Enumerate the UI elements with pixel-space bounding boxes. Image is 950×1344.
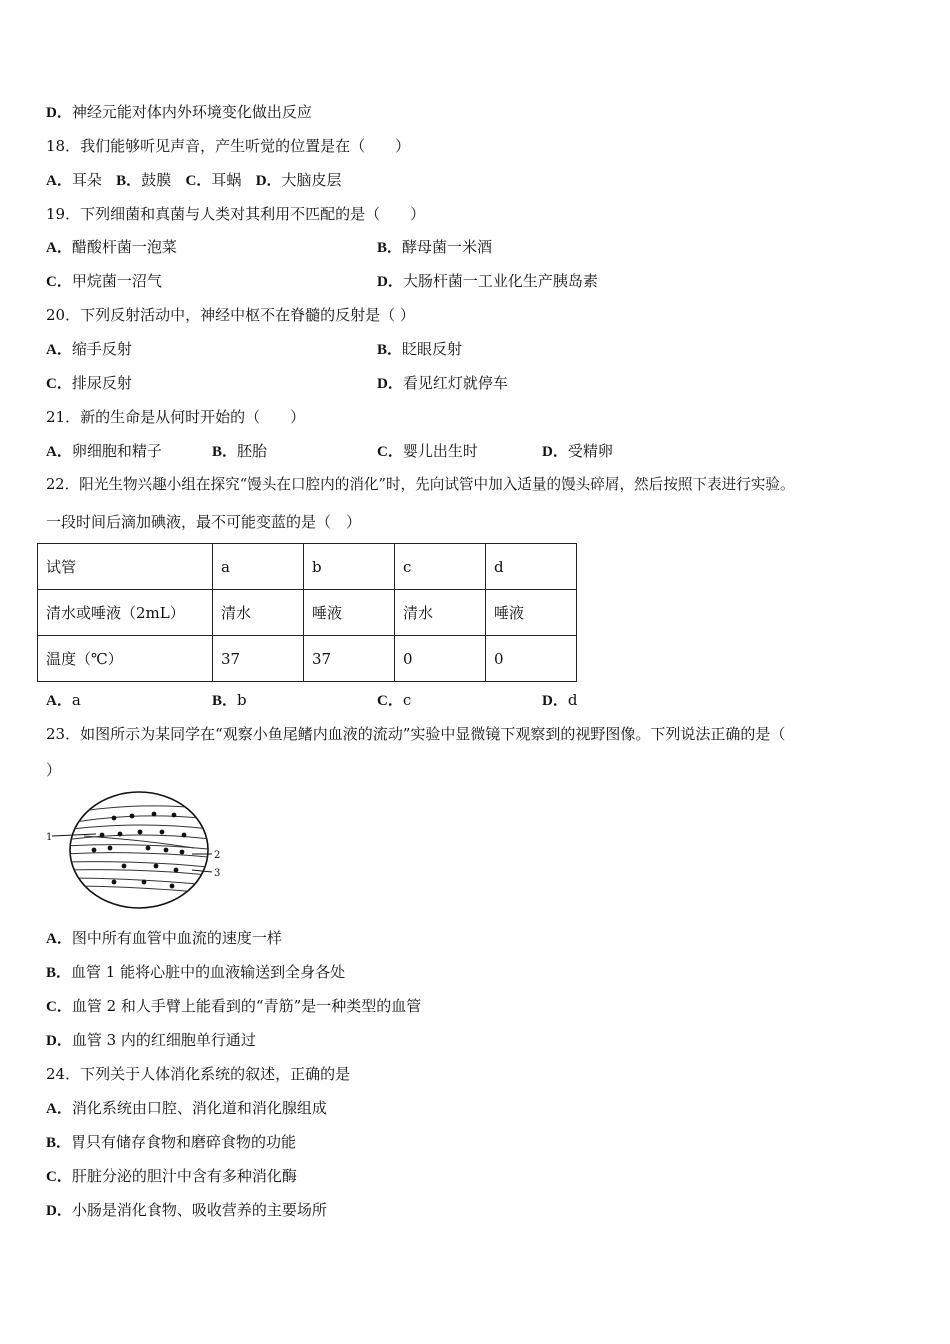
q20-option-d[interactable]: D．看见红灯就停车 xyxy=(377,374,508,392)
q22-experiment-table xyxy=(37,543,577,682)
figure-label-3: 3 xyxy=(214,868,221,879)
figure-label-1: 1 xyxy=(46,832,53,843)
q22-stem-line2: 一段时间后滴加碘液，最不可能变蓝的是（ ） xyxy=(46,513,362,531)
q19-option-a[interactable]: A．醋酸杆菌一泡菜 xyxy=(46,238,177,256)
q22-option-b[interactable]: B．b xyxy=(212,691,247,709)
q19-option-c[interactable]: C．甲烷菌一沼气 xyxy=(46,272,162,290)
table-cell: 唾液 xyxy=(486,590,577,636)
table-cell: b xyxy=(304,544,395,590)
table-cell: c xyxy=(395,544,486,590)
q18-option-c[interactable]: C．耳蜗 xyxy=(185,171,242,189)
q21-option-b[interactable]: B．胚胎 xyxy=(212,442,268,460)
q23-option-d[interactable]: D．血管 3 内的红细胞单行通过 xyxy=(46,1031,256,1049)
table-cell: 唾液 xyxy=(304,590,395,636)
q21-option-d[interactable]: D．受精卵 xyxy=(542,442,613,460)
q19-option-b[interactable]: B．酵母菌一米酒 xyxy=(377,238,493,256)
q23-option-c[interactable]: C．血管 2 和人手臂上能看到的“青筋”是一种类型的血管 xyxy=(46,997,422,1015)
table-cell: 清水 xyxy=(395,590,486,636)
q22-stem-line1: 22．阳光生物兴趣小组在探究“馒头在口腔内的消化”时，先向试管中加入适量的馒头碎屑，然后按照下表进行实验。 xyxy=(46,476,795,493)
q24-option-a[interactable]: A．消化系统由口腔、消化道和消化腺组成 xyxy=(46,1099,327,1117)
table-cell: 0 xyxy=(395,636,486,682)
q18-stem: 18．我们能够听见声音，产生听觉的位置是在（ ） xyxy=(46,137,411,155)
q20-option-a[interactable]: A．缩手反射 xyxy=(46,340,132,358)
q19-stem: 19．下列细菌和真菌与人类对其利用不匹配的是（ ） xyxy=(46,205,426,223)
table-cell: 温度（℃） xyxy=(38,636,213,682)
table-row xyxy=(38,590,577,636)
q19-option-d[interactable]: D．大肠杆菌一工业化生产胰岛素 xyxy=(377,272,598,290)
q22-option-c[interactable]: C．c xyxy=(377,691,412,709)
q20-option-b[interactable]: B．眨眼反射 xyxy=(377,340,463,358)
table-cell: 清水或唾液（2mL） xyxy=(38,590,213,636)
q20-option-c[interactable]: C．排尿反射 xyxy=(46,374,132,392)
q24-stem: 24．下列关于人体消化系统的叙述，正确的是 xyxy=(46,1065,351,1083)
table-cell: 0 xyxy=(486,636,577,682)
q17-option-d: D．神经元能对体内外环境变化做出反应 xyxy=(46,103,312,121)
q24-option-c[interactable]: C．肝脏分泌的胆汁中含有多种消化酶 xyxy=(46,1167,297,1185)
q24-option-b[interactable]: B．胃只有储存食物和磨碎食物的功能 xyxy=(46,1133,297,1151)
table-row xyxy=(38,636,577,682)
q18-option-d[interactable]: D．大脑皮层 xyxy=(255,171,342,189)
q23-stem-line1: 23．如图所示为某同学在“观察小鱼尾鳍内血液的流动”实验中显微镜下观察到的视野图像。下列说法正确的是（ xyxy=(46,725,786,743)
table-row xyxy=(38,544,577,590)
q18-options xyxy=(46,170,342,191)
table-cell: 37 xyxy=(304,636,395,682)
q22-option-d[interactable]: D．d xyxy=(542,691,578,709)
q21-stem: 21．新的生命是从何时开始的（ ） xyxy=(46,408,306,426)
q18-option-a[interactable]: A．耳朵 xyxy=(46,171,102,189)
q18-option-b[interactable]: B．鼓膜 xyxy=(116,171,172,189)
q21-option-a[interactable]: A．卵细胞和精子 xyxy=(46,442,162,460)
q23-option-b[interactable]: B．血管 1 能将心脏中的血液输送到全身各处 xyxy=(46,963,346,981)
table-cell: 试管 xyxy=(38,544,213,590)
table-cell: a xyxy=(213,544,304,590)
q23-option-a[interactable]: A．图中所有血管中血流的速度一样 xyxy=(46,929,282,947)
table-cell: d xyxy=(486,544,577,590)
table-cell: 清水 xyxy=(213,590,304,636)
q21-option-c[interactable]: C．婴儿出生时 xyxy=(377,442,478,460)
q20-stem: 20．下列反射活动中，神经中枢不在脊髓的反射是（ ） xyxy=(46,306,415,324)
q22-option-a[interactable]: A．a xyxy=(46,691,81,709)
microscope-field-figure xyxy=(44,790,234,914)
q24-option-d[interactable]: D．小肠是消化食物、吸收营养的主要场所 xyxy=(46,1201,327,1219)
figure-label-2: 2 xyxy=(214,850,221,861)
q23-stem-line2: ） xyxy=(46,761,62,779)
table-cell: 37 xyxy=(213,636,304,682)
